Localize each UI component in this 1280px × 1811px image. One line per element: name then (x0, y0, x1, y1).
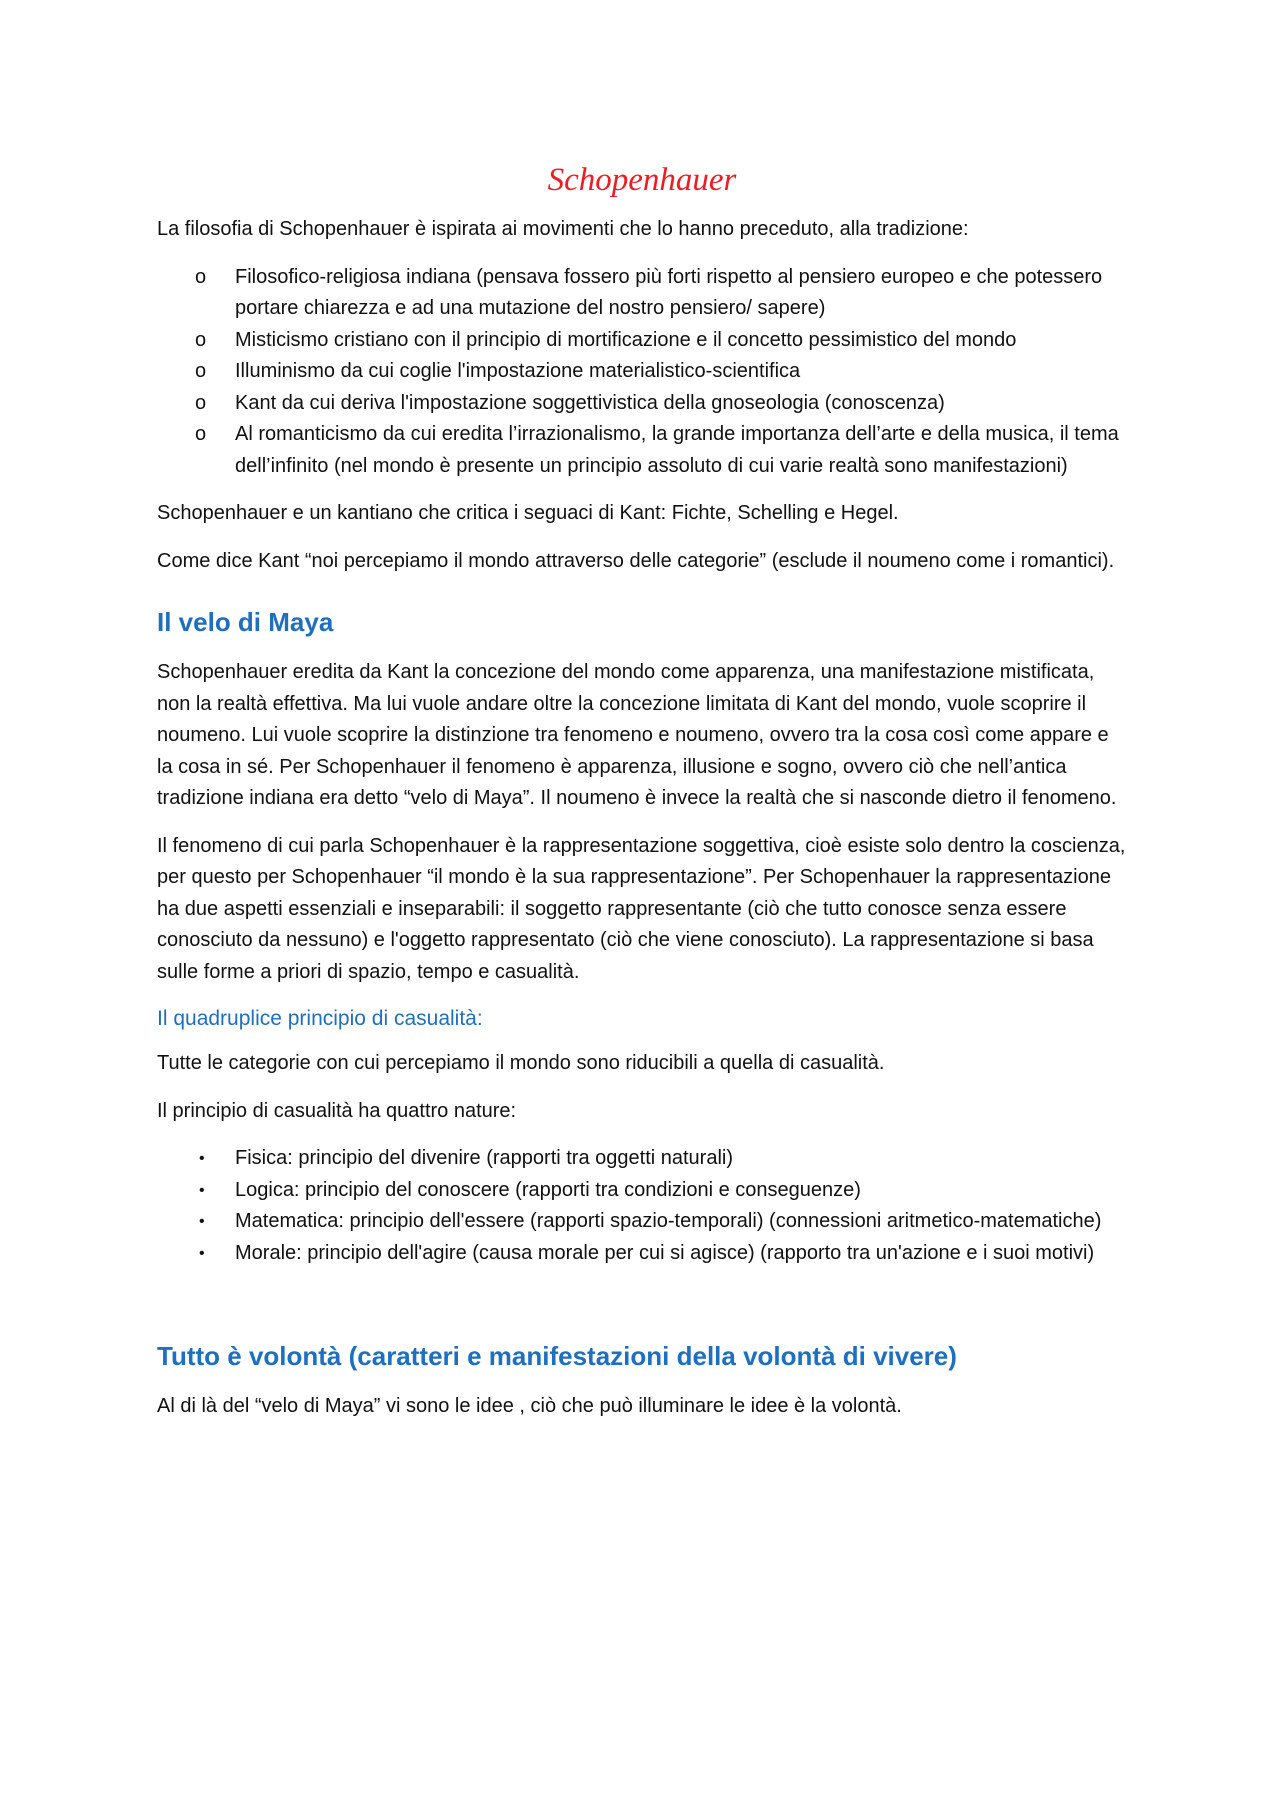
list-item-text: Fisica: principio del divenire (rapporti tra oggetti naturali) (235, 1147, 734, 1169)
bullet-icon: • (199, 1244, 205, 1262)
list-item (157, 1206, 1127, 1238)
list-item (157, 1143, 1127, 1175)
casualita-paragraph-2: Il principio di casualità ha quattro nature: (157, 1099, 517, 1122)
list-item-text: Al romanticismo da cui eredita l’irrazionalismo, la grande importanza dell’arte e della musica, il tema dell’infinito (nel mondo è presente un principio assoluto di cui varie realtà sono manifestazioni) (235, 423, 1119, 477)
natures-list (157, 1143, 1127, 1269)
bullet-icon: • (199, 1213, 205, 1230)
circle-bullet-icon: o (195, 391, 207, 414)
intro-paragraph: La filosofia di Schopenhauer è ispirata ai movimenti che lo hanno preceduto, alla tradizione: (157, 218, 969, 240)
page-title: Schopenhauer (547, 162, 737, 198)
list-item (157, 388, 1127, 420)
volonta-paragraph-1: Al di là del “velo di Maya” vi sono le idee , ciò che può illuminare le idee è la volontà. (157, 1395, 902, 1417)
list-item-text: Illuminismo da cui coglie l'impostazione materialistico-scientifica (235, 360, 801, 382)
kantiano-paragraph: Schopenhauer e un kantiano che critica i seguaci di Kant: Fichte, Schelling e Hegel. (157, 502, 899, 524)
document-page (157, 150, 1127, 1439)
circle-bullet-icon: o (195, 328, 207, 351)
circle-bullet-icon: o (195, 360, 207, 382)
list-item-text: Morale: principio dell'agire (causa morale per cui si agisce) (rapporto tra un'azione e i suoi motivi) (235, 1241, 1095, 1264)
kant-quote-paragraph: Come dice Kant “noi percepiamo il mondo attraverso delle categorie” (esclude il noumeno come i romantici). (157, 549, 1115, 572)
list-item (157, 356, 1127, 388)
list-item (157, 1175, 1127, 1207)
heading-tutto-e-volonta: Tutto è volontà (caratteri e manifestazioni della volontà di vivere) (157, 1341, 957, 1371)
maya-paragraph-1: Schopenhauer eredita da Kant la concezione del mondo come apparenza, una manifestazione mistificata, non la realtà effettiva. Ma lui vuole andare oltre la concezione limitata di Kant del mondo, vuole scoprire il noumeno. Lui vuole scoprire la distinzione tra fenomeno e noumeno, ovvero tra la cosa così come appare e la cosa in sé. Per Schopenhauer il fenomeno è apparenza, illusione e sogno, ovvero ciò che nell’antica tradizione indiana era detto “velo di Maya”. Il noumeno è invece la realtà che si nasconde dietro il fenomeno. (157, 661, 1117, 809)
list-item (157, 262, 1127, 325)
list-item (157, 419, 1127, 482)
list-item-text: Logica: principio del conoscere (rapporti tra condizioni e conseguenze) (235, 1178, 861, 1201)
list-item-text: Filosofico-religiosa indiana (pensava fossero più forti rispetto al pensiero europeo e che potessero portare chiarezza e ad una mutazione del nostro pensiero/ sapere) (235, 265, 1103, 319)
casualita-paragraph-1: Tutte le categorie con cui percepiamo il mondo sono riducibili a quella di casualità. (157, 1052, 885, 1074)
list-item-text: Matematica: principio dell'essere (rapporti spazio-temporali) (connessioni aritmetico-matematiche) (235, 1210, 1102, 1232)
heading-velo-di-maya: Il velo di Maya (157, 607, 334, 637)
heading-principio-casualita: Il quadruplice principio di casualità: (157, 1007, 483, 1030)
list-item (157, 1238, 1127, 1270)
circle-bullet-icon: o (195, 423, 207, 445)
maya-paragraph-2: Il fenomeno di cui parla Schopenhauer è la rappresentazione soggettiva, cioè esiste solo dentro la coscienza, per questo per Schopenhauer “il mondo è la sua rappresentazione”. Per Schopenhauer la rappresentazione ha due aspetti essenziali e inseparabili: il soggetto rappresentante (ciò che tutto conosce senza essere conosciuto da nessuno) e l'oggetto rappresentato (ciò che viene conosciuto). La rappresentazione si basa sulle forme a priori di spazio, tempo e casualità. (157, 834, 1126, 983)
bullet-icon: • (199, 1181, 205, 1199)
list-item-text: Misticismo cristiano con il principio di mortificazione e il concetto pessimistico del mondo (235, 328, 1017, 351)
list-item (157, 325, 1127, 357)
influences-list (157, 262, 1127, 483)
circle-bullet-icon: o (195, 265, 207, 288)
list-item-text: Kant da cui deriva l'impostazione soggettivistica della gnoseologia (conoscenza) (235, 391, 945, 414)
bullet-icon: • (199, 1150, 205, 1167)
